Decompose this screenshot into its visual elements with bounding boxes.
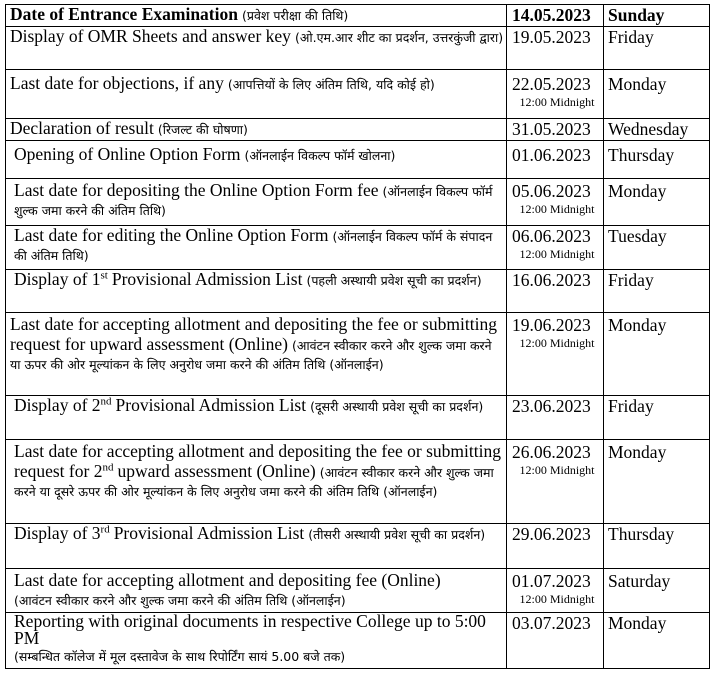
time: 12:00 Midnight — [519, 463, 595, 477]
event-title: Reporting with original documents in respective College up to 5:00 PM — [14, 611, 486, 648]
event-title-hindi: (पहली अस्थायी प्रवेश सूची का प्रदर्शन) — [306, 273, 482, 288]
event-title: Date of Entrance Examination — [10, 4, 238, 24]
table-row — [6, 27, 710, 70]
ordinal-suffix: st — [100, 269, 108, 282]
event-title-hindi: (आवंटन स्वीकार करने और शुल्क जमा करने या दूसरे ऊपर की ओर मूल्यांकन के लिए अनुरोध जमा करने की अंतिम तिथि (ऑनलाईन) — [14, 465, 494, 499]
date: 01.07.2023 — [512, 571, 591, 591]
event-title-hindi: (ऑनलाईन विकल्प फॉर्म के संपादन की अंतिम तिथि) — [14, 229, 493, 263]
day-cell — [604, 70, 710, 119]
day-cell — [604, 119, 710, 141]
event-title-hindi: (तीसरी अस्थायी प्रवेश सूची का प्रदर्शन) — [308, 527, 486, 542]
time: 12:00 Midnight — [519, 95, 595, 109]
event-title-hindi: (आवंटन स्वीकार करने और शुल्क जमा करने की अंतिम तिथि (ऑनलाईन) — [14, 593, 346, 608]
event-title-prefix: Display of 1 — [14, 269, 101, 289]
day-cell — [604, 613, 710, 669]
event-title: Last date for editing the Online Option Form — [14, 225, 329, 245]
event-title-prefix: Display of 3 — [14, 523, 101, 543]
table-row — [6, 141, 710, 179]
event-title-hindi: (आपत्तियों के लिए अंतिम तिथि, यदि कोई हो) — [227, 77, 435, 92]
event-title-hindi: (ऑनलाईन विकल्प फॉर्म खोलना) — [244, 148, 396, 163]
event-cell — [6, 313, 507, 396]
date: 31.05.2023 — [512, 119, 591, 139]
event-title: Opening of Online Option Form — [14, 144, 241, 164]
day: Monday — [608, 315, 667, 335]
day-cell — [604, 569, 710, 613]
date-cell — [507, 313, 604, 396]
day-cell — [604, 179, 710, 226]
date-cell — [507, 613, 604, 669]
date-cell — [507, 119, 604, 141]
date: 03.07.2023 — [512, 613, 591, 633]
event-title: Provisional Admission List — [113, 523, 305, 543]
event-cell — [6, 119, 507, 141]
event-cell — [6, 5, 507, 27]
time: 12:00 Midnight — [519, 202, 595, 216]
date: 16.06.2023 — [512, 270, 591, 290]
ordinal-suffix: nd — [102, 461, 114, 474]
day: Monday — [608, 74, 667, 94]
date-cell — [507, 270, 604, 313]
date: 22.05.2023 — [512, 74, 591, 94]
event-title-prefix: Last date for accepting allotment and depositing the fee or submitting request for 2 — [14, 441, 501, 481]
event-title: Last date for depositing the Online Option Form fee — [14, 180, 379, 200]
event-title: Provisional Admission List — [115, 395, 307, 415]
day-cell — [604, 313, 710, 396]
event-title: Declaration of result — [10, 118, 154, 138]
event-cell — [6, 179, 507, 226]
event-title: upward assessment (Online) — [117, 461, 316, 481]
event-cell — [6, 524, 507, 569]
day: Sunday — [608, 5, 665, 25]
date: 26.06.2023 — [512, 442, 591, 462]
day-cell — [604, 27, 710, 70]
event-title-hindi: (रिजल्ट की घोषणा) — [157, 122, 248, 137]
event-cell — [6, 569, 507, 613]
event-cell — [6, 27, 507, 70]
event-title-prefix: Display of 2 — [14, 395, 101, 415]
event-cell — [6, 270, 507, 313]
event-title-hindi: (दूसरी अस्थायी प्रवेश सूची का प्रदर्शन) — [310, 399, 484, 414]
day: Monday — [608, 442, 667, 462]
date-cell — [507, 27, 604, 70]
date: 06.06.2023 — [512, 226, 591, 246]
day: Friday — [608, 270, 654, 290]
event-title: Last date for accepting allotment and depositing fee (Online) — [14, 570, 441, 590]
event-title-hindi: (आवंटन स्वीकार करने और शुल्क जमा करने या ऊपर की ओर मूल्यांकन के लिए अनुरोध जमा करने की अंतिम तिथि (ऑनलाईन) — [10, 338, 492, 372]
day-cell — [604, 5, 710, 27]
date: 19.06.2023 — [512, 315, 591, 335]
date: 14.05.2023 — [512, 5, 591, 25]
day-cell — [604, 524, 710, 569]
day-cell — [604, 226, 710, 270]
event-cell — [6, 226, 507, 270]
date: 19.05.2023 — [512, 27, 591, 47]
date: 29.06.2023 — [512, 524, 591, 544]
table-row — [6, 569, 710, 613]
table-row — [6, 613, 710, 669]
event-cell — [6, 141, 507, 179]
date-cell — [507, 5, 604, 27]
day-cell — [604, 440, 710, 524]
date-cell — [507, 226, 604, 270]
date-cell — [507, 524, 604, 569]
date: 01.06.2023 — [512, 145, 591, 165]
date-cell — [507, 179, 604, 226]
schedule-table — [5, 4, 710, 669]
date-cell — [507, 70, 604, 119]
table-row — [6, 5, 710, 27]
table-row — [6, 179, 710, 226]
day: Thursday — [608, 145, 675, 165]
date-cell — [507, 141, 604, 179]
time: 12:00 Midnight — [519, 336, 595, 350]
event-cell — [6, 613, 507, 669]
day: Friday — [608, 27, 654, 47]
event-title: Display of OMR Sheets and answer key — [10, 26, 291, 46]
event-cell — [6, 70, 507, 119]
table-row — [6, 119, 710, 141]
day: Monday — [608, 181, 667, 201]
time: 12:00 Midnight — [519, 592, 595, 606]
event-title: Provisional Admission List — [111, 269, 303, 289]
day-cell — [604, 141, 710, 179]
event-title: Last date for accepting allotment and depositing the fee or submitting request for upward assessment (Online) — [10, 314, 497, 354]
event-cell — [6, 440, 507, 524]
date-cell — [507, 440, 604, 524]
table-row — [6, 396, 710, 440]
day: Thursday — [608, 524, 675, 544]
event-title-hindi: (सम्बन्धित कॉलेज में मूल दस्तावेज के साथ रिपोर्टिंग सायं 5.00 बजे तक) — [14, 649, 346, 664]
table-row — [6, 226, 710, 270]
time: 12:00 Midnight — [519, 247, 595, 261]
date-cell — [507, 569, 604, 613]
table-row — [6, 440, 710, 524]
table-row — [6, 313, 710, 396]
event-title-hindi: (प्रवेश परीक्षा की तिथि) — [241, 8, 349, 23]
date: 05.06.2023 — [512, 181, 591, 201]
day-cell — [604, 396, 710, 440]
table-row — [6, 524, 710, 569]
date: 23.06.2023 — [512, 396, 591, 416]
day: Friday — [608, 396, 654, 416]
ordinal-suffix: nd — [100, 395, 112, 408]
day: Monday — [608, 613, 667, 633]
day: Saturday — [608, 571, 671, 591]
event-cell — [6, 396, 507, 440]
date-cell — [507, 396, 604, 440]
event-title-hindi: (ऑनलाईन विकल्प फॉर्म शुल्क जमा करने की अंतिम तिथि) — [14, 184, 493, 218]
event-title: Last date for objections, if any — [10, 73, 224, 93]
ordinal-suffix: rd — [100, 523, 110, 536]
event-title-hindi: (ओ.एम.आर शीट का प्रदर्शन, उत्तरकुंजी द्वारा) — [294, 30, 504, 45]
table-row — [6, 70, 710, 119]
day: Wednesday — [608, 119, 689, 139]
table-row — [6, 270, 710, 313]
day: Tuesday — [608, 226, 667, 246]
day-cell — [604, 270, 710, 313]
